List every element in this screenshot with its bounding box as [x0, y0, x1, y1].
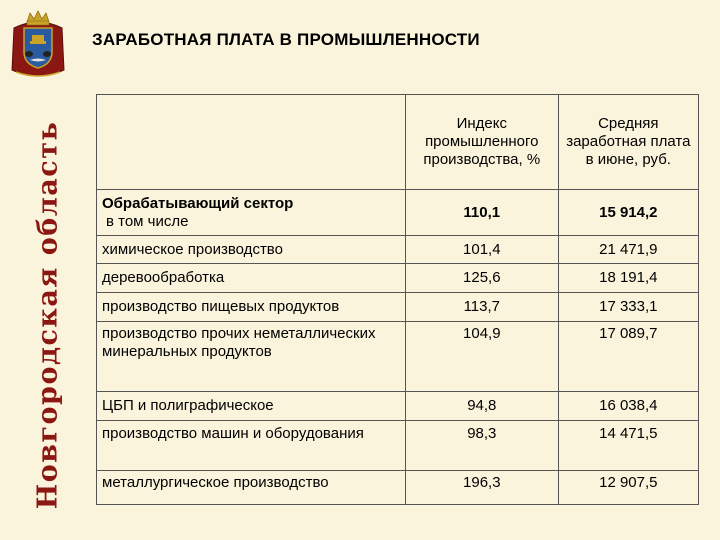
- row-index: 98,3: [405, 421, 558, 471]
- header-cell-salary: Средняя заработная плата в июне, руб.: [558, 95, 698, 190]
- row-label: деревообработка: [97, 264, 406, 293]
- summary-row: [97, 190, 699, 236]
- table-row: [97, 236, 699, 264]
- header-cell-index: Индекс промышленного производства, %: [405, 95, 558, 190]
- table-row: [97, 471, 699, 505]
- page-title: ЗАРАБОТНАЯ ПЛАТА В ПРОМЫШЛЕННОСТИ: [92, 30, 480, 49]
- row-index: 101,4: [405, 236, 558, 264]
- row-label: ЦБП и полиграфическое: [97, 392, 406, 421]
- table-row: [97, 322, 699, 392]
- table-row: [97, 264, 699, 293]
- header-cell-label: [97, 95, 406, 190]
- row-index: 104,9: [405, 322, 558, 392]
- row-salary: 14 471,5: [558, 421, 698, 471]
- row-index: 94,8: [405, 392, 558, 421]
- row-salary: 12 907,5: [558, 471, 698, 505]
- row-salary: 21 471,9: [558, 236, 698, 264]
- summary-sublabel: в том числе: [106, 212, 189, 230]
- row-salary: 17 333,1: [558, 293, 698, 322]
- row-label: производство прочих неметаллических минеральных продуктов: [97, 322, 406, 392]
- row-label: металлургическое производство: [97, 471, 406, 505]
- row-label: производство пищевых продуктов: [97, 293, 406, 322]
- salary-table: [96, 94, 699, 505]
- table-row: [97, 293, 699, 322]
- row-salary: 18 191,4: [558, 264, 698, 293]
- summary-label-cell: [97, 190, 406, 236]
- table-row: [97, 392, 699, 421]
- row-index: 196,3: [405, 471, 558, 505]
- row-index: 113,7: [405, 293, 558, 322]
- summary-label: Обрабатывающий сектор: [102, 194, 294, 212]
- table-row: [97, 421, 699, 471]
- row-salary: 17 089,7: [558, 322, 698, 392]
- coat-of-arms-icon: [10, 8, 66, 84]
- summary-index: 110,1: [405, 190, 558, 236]
- summary-salary: 15 914,2: [558, 190, 698, 236]
- row-label: производство машин и оборудования: [97, 421, 406, 471]
- row-salary: 16 038,4: [558, 392, 698, 421]
- row-label: химическое производство: [97, 236, 406, 264]
- table-header-row: [97, 95, 699, 190]
- region-title: Новгородская область: [32, 120, 64, 510]
- row-index: 125,6: [405, 264, 558, 293]
